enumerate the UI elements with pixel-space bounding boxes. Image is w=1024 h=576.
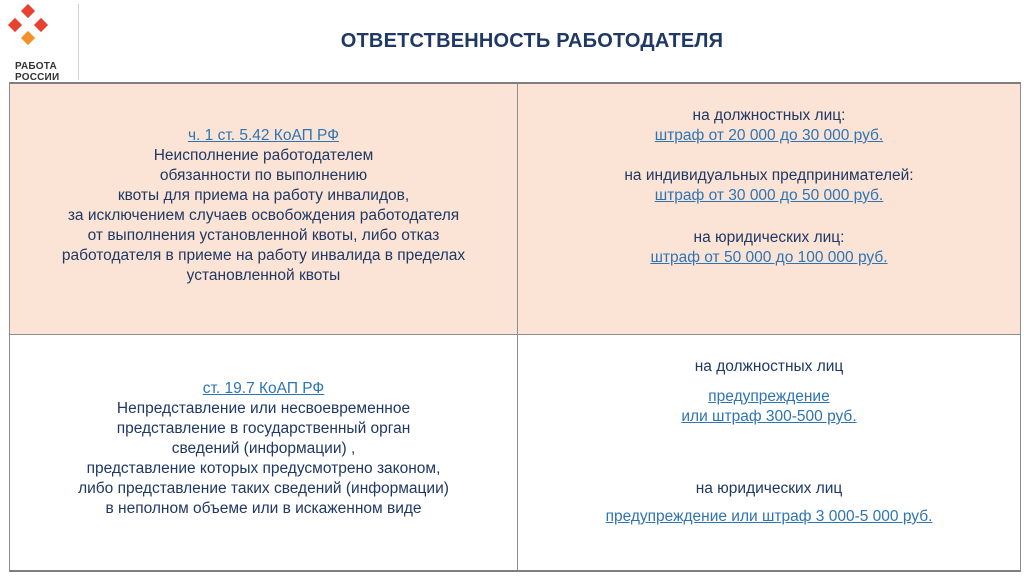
row2-offense-line: представление которых предусмотрено законом, [86,460,441,477]
row1-offense-line: от выполнения установленной квоты, либо отказ [87,227,440,244]
row2-penalty-label-legal: на юридических лиц [695,480,843,497]
logo-diamond-top [21,4,35,18]
logo-text-line2: РОССИИ [15,72,60,83]
page-title: ОТВЕТСТВЕННОСТЬ РАБОТОДАТЕЛЯ [340,30,724,52]
row2-penalty-cell [518,335,1020,570]
logo-text [15,61,59,83]
responsibility-table [9,82,1021,572]
row1-offense-line: квоты для приема на работу инвалидов, [117,187,410,204]
row1-penalty-legal[interactable]: штраф от 50 000 до 100 000 руб. [650,249,888,266]
row1-offense-line: обязанности по выполнению [159,167,368,184]
row2-penalty-legal[interactable]: предупреждение или штраф 3 000-5 000 руб. [605,508,933,525]
row2-law-link[interactable]: ст. 19.7 КоАП РФ [202,380,325,397]
row1-offense-cell [10,84,518,335]
row1-penalty-label-legal: на юридических лиц: [693,229,845,246]
row1-penalty-officials[interactable]: штраф от 20 000 до 30 000 руб. [654,127,884,144]
row1-penalty-label-officials: на должностных лиц: [692,107,846,124]
row1-offense-line: за исключением случаев освобождения работодателя [67,207,460,224]
row1-offense-line: работодателя в приеме на работу инвалида в пределах [61,247,466,264]
row1-law-link[interactable]: ч. 1 ст. 5.42 КоАП РФ [187,127,340,144]
row2-penalty-officials-line1[interactable]: предупреждение [708,388,830,405]
row2-offense-line: в неполном объеме или в искаженном виде [105,500,422,517]
row2-offense-line: представление в государственный орган [116,420,411,437]
row2-offense-line: Непредставление или несвоевременное [116,400,411,417]
row2-offense-line: сведений (информации) , [171,440,356,457]
row2-penalty-label-officials: на должностных лиц [694,358,844,375]
row2-penalty-officials-line2[interactable]: или штраф 300-500 руб. [681,408,857,425]
row1-penalty-cell [518,84,1020,335]
row1-offense-line: установленной квоты [186,267,341,284]
row1-offense-line: Неисполнение работодателем [153,147,374,164]
logo-text-line1: РАБОТА [15,61,57,72]
row1-penalty-label-entrepreneurs: на индивидуальных предпринимателей: [624,167,914,184]
row2-offense-line: либо представление таких сведений (информации) [78,480,449,497]
row1-penalty-entrepreneurs[interactable]: штраф от 30 000 до 50 000 руб. [654,187,884,204]
row2-offense-cell [10,335,518,570]
